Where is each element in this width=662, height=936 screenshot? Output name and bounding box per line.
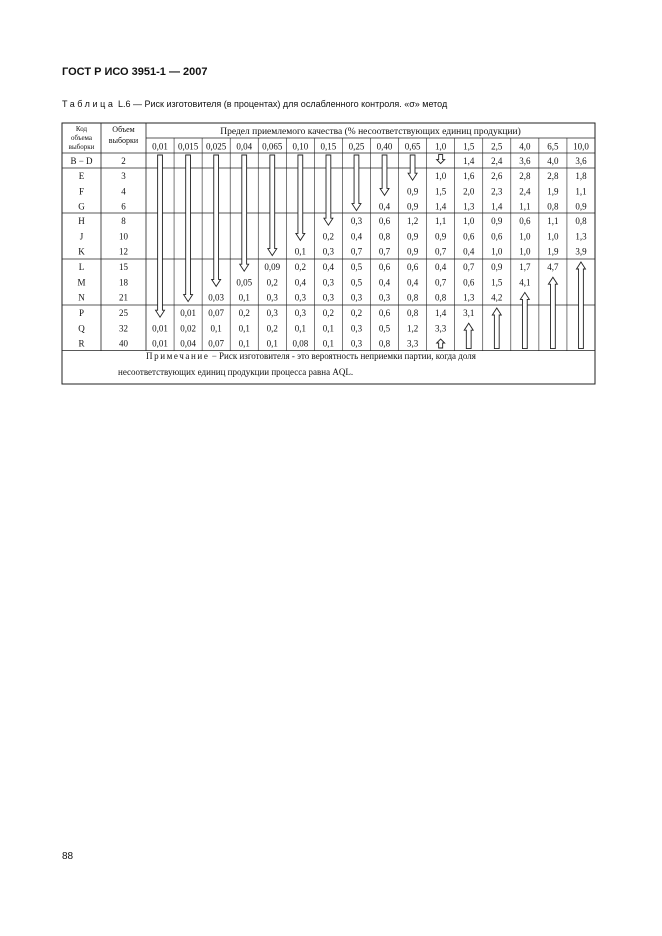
risk-value: 0,3 (378, 292, 391, 303)
small-down-arrow (437, 155, 445, 164)
risk-value: 0,3 (350, 292, 363, 303)
row-sample-size: 40 (119, 338, 128, 349)
risk-value: 0,4 (435, 262, 447, 273)
risk-value: 0,5 (378, 323, 391, 334)
aql-header-cell: 0,01 (152, 141, 168, 152)
risk-value: 1,5 (435, 186, 447, 197)
row-sample-size: 12 (119, 246, 128, 257)
risk-value: 0,02 (180, 323, 196, 334)
risk-value: 1,4 (435, 308, 447, 319)
risk-value: 1,0 (519, 231, 531, 242)
row-code: F (78, 186, 85, 197)
risk-value: 1,3 (463, 292, 475, 303)
risk-value: 1,5 (491, 277, 503, 288)
caption-label: Таблица (62, 99, 116, 109)
row-sample-size: 6 (121, 201, 126, 212)
risk-value: 0,9 (435, 231, 447, 242)
risk-value: 0,8 (378, 231, 391, 242)
risk-value: 1,2 (406, 323, 419, 334)
aql-header-cell: 0,40 (376, 141, 393, 152)
row-code: G (78, 201, 85, 212)
risk-value: 0,7 (463, 262, 475, 273)
risk-value: 1,1 (519, 201, 531, 212)
risk-value: 0,2 (266, 323, 278, 334)
row-sample-size: 3 (121, 171, 126, 182)
row-code: E (78, 171, 85, 182)
up-arrow (464, 323, 473, 348)
risk-value: 0,3 (266, 308, 278, 319)
risk-value: 0,4 (294, 277, 306, 288)
risk-value: 0,09 (264, 262, 281, 273)
risk-value: 4,7 (547, 262, 559, 273)
aql-header-cell: 0,065 (262, 141, 283, 152)
risk-value: 0,3 (322, 246, 335, 257)
risk-value: 3,9 (575, 246, 587, 257)
risk-value: 2,8 (519, 171, 531, 182)
header-code: выборки (68, 143, 95, 151)
risk-value: 0,6 (378, 308, 391, 319)
risk-value: 0,4 (350, 231, 363, 242)
risk-value: 1,1 (547, 216, 559, 227)
row-code: L (78, 262, 85, 273)
risk-value: 0,2 (238, 308, 250, 319)
page-number: 88 (62, 851, 74, 862)
note-line-2: несоответствующих единиц продукции процесса равна AQL. (118, 367, 354, 377)
note-text: − Риск изготовителя - это вероятность неприемки партии, когда доля (209, 351, 476, 361)
row-sample-size: 25 (119, 308, 128, 319)
risk-value: 0,1 (238, 338, 250, 349)
risk-value: 0,9 (406, 201, 419, 212)
risk-value: 0,2 (350, 308, 363, 319)
risk-value: 0,6 (491, 231, 503, 242)
risk-value: 0,4 (406, 277, 419, 288)
risk-value: 0,2 (294, 262, 306, 273)
risk-value: 1,9 (547, 246, 559, 257)
risk-value: 3,6 (575, 156, 587, 167)
risk-value: 0,8 (575, 216, 587, 227)
risk-value: 2,0 (463, 186, 475, 197)
row-code: Q (78, 323, 85, 334)
row-code: B − D (70, 156, 93, 167)
down-arrow (352, 155, 361, 211)
risk-value: 0,03 (208, 292, 225, 303)
risk-value: 3,3 (406, 338, 419, 349)
risk-value: 1,0 (463, 216, 475, 227)
risk-value: 0,1 (210, 323, 222, 334)
aql-header-cell: 0,10 (292, 141, 309, 152)
header-size: выборки (108, 136, 139, 145)
risk-value: 0,3 (294, 308, 306, 319)
row-code: M (77, 277, 86, 288)
risk-value: 0,7 (350, 246, 363, 257)
header-code: объема (70, 134, 93, 142)
risk-value: 2,4 (519, 186, 531, 197)
risk-value: 0,9 (575, 201, 587, 212)
risk-value: 0,6 (463, 231, 475, 242)
risk-value: 1,3 (463, 201, 475, 212)
up-arrow (520, 292, 529, 348)
risk-value: 1,4 (491, 201, 503, 212)
risk-value: 1,9 (547, 186, 559, 197)
risk-value: 0,7 (378, 246, 391, 257)
aql-header-cell: 0,25 (348, 141, 365, 152)
aql-header-cell: 0,65 (404, 141, 421, 152)
row-code: P (78, 308, 85, 319)
down-arrow (156, 155, 165, 317)
risk-value: 0,3 (350, 216, 363, 227)
row-sample-size: 4 (121, 186, 126, 197)
risk-value: 0,6 (519, 216, 531, 227)
aql-header-cell: 1,0 (435, 141, 447, 152)
risk-value: 1,6 (463, 171, 475, 182)
row-code: N (78, 292, 85, 303)
risk-value: 2,6 (491, 171, 503, 182)
note-line-1 (146, 351, 476, 361)
risk-value: 0,2 (322, 308, 335, 319)
header-aql-title: Предел приемлемого качества (% несоответствующих единиц продукции) (220, 127, 521, 137)
risk-value: 0,01 (152, 323, 168, 334)
risk-value: 0,08 (292, 338, 309, 349)
risk-value: 1,3 (575, 231, 587, 242)
aql-header-cell: 4,0 (519, 141, 531, 152)
row-sample-size: 21 (119, 292, 128, 303)
row-sample-size: 18 (119, 277, 128, 288)
risk-value: 0,01 (180, 308, 196, 319)
risk-value: 0,1 (322, 338, 335, 349)
down-arrow (380, 155, 389, 195)
risk-value: 0,3 (350, 338, 363, 349)
risk-value: 0,4 (322, 262, 335, 273)
risk-value: 0,9 (406, 186, 419, 197)
risk-value: 1,8 (575, 171, 587, 182)
risk-value: 1,0 (435, 171, 447, 182)
risk-value: 0,2 (266, 277, 278, 288)
risk-value: 0,1 (238, 323, 250, 334)
risk-value: 0,1 (294, 323, 306, 334)
risk-value: 2,4 (491, 156, 503, 167)
risk-value: 1,1 (575, 186, 587, 197)
risk-value: 0,6 (406, 262, 419, 273)
risk-value: 0,4 (378, 277, 391, 288)
risk-value: 0,1 (266, 338, 278, 349)
risk-value: 0,9 (491, 216, 503, 227)
down-arrow (212, 155, 221, 286)
risk-value: 0,1 (294, 246, 306, 257)
row-sample-size: 8 (121, 216, 126, 227)
aql-header-cell: 1,5 (463, 141, 475, 152)
risk-value: 1,0 (547, 231, 559, 242)
risk-value: 0,8 (547, 201, 559, 212)
document-code: ГОСТ Р ИСО 3951-1 — 2007 (62, 66, 208, 78)
risk-value: 0,5 (350, 277, 363, 288)
risk-value: 2,8 (547, 171, 559, 182)
risk-value: 0,6 (378, 262, 391, 273)
row-code: H (78, 216, 85, 227)
header-size: Объем (112, 125, 135, 134)
risk-value: 0,9 (491, 262, 503, 273)
risk-value: 0,8 (406, 308, 419, 319)
risk-value: 1,2 (406, 216, 419, 227)
risk-value: 0,8 (435, 292, 447, 303)
small-up-arrow (437, 339, 445, 348)
note-label: Примечание (146, 351, 210, 361)
row-code: K (78, 246, 85, 257)
up-arrow (548, 277, 557, 348)
risk-value: 0,3 (350, 323, 363, 334)
header-code: Код (75, 125, 88, 133)
row-code: J (79, 231, 84, 242)
risk-value: 0,3 (322, 292, 335, 303)
risk-value: 0,6 (378, 216, 391, 227)
risk-value: 1,4 (435, 201, 447, 212)
risk-value: 0,07 (208, 308, 225, 319)
risk-value: 0,3 (266, 292, 278, 303)
risk-value: 0,6 (463, 277, 475, 288)
risk-value: 3,6 (519, 156, 531, 167)
row-sample-size: 15 (119, 262, 128, 273)
row-sample-size: 10 (119, 231, 128, 242)
down-arrow (268, 155, 277, 256)
risk-value: 4,1 (519, 277, 531, 288)
risk-value: 0,3 (322, 277, 335, 288)
aql-header-cell: 0,04 (236, 141, 253, 152)
risk-value: 1,0 (491, 246, 503, 257)
row-sample-size: 2 (121, 156, 126, 167)
risk-value: 3,1 (463, 308, 475, 319)
risk-value: 4,2 (491, 292, 503, 303)
down-arrow (324, 155, 333, 225)
risk-value: 1,0 (519, 246, 531, 257)
risk-value: 0,8 (378, 338, 391, 349)
risk-value: 1,7 (519, 262, 531, 273)
row-sample-size: 32 (119, 323, 128, 334)
risk-value: 3,3 (435, 323, 447, 334)
aql-header-cell: 0,15 (320, 141, 337, 152)
risk-value: 0,07 (208, 338, 225, 349)
risk-value: 0,8 (406, 292, 419, 303)
up-arrow (492, 308, 501, 349)
risk-value: 0,9 (406, 231, 419, 242)
down-arrow (184, 155, 193, 302)
aql-header-cell: 6,5 (547, 141, 559, 152)
row-code: R (78, 338, 85, 349)
risk-value: 0,9 (406, 246, 419, 257)
risk-value: 0,04 (180, 338, 196, 349)
risk-value: 0,1 (238, 292, 250, 303)
risk-value: 0,2 (322, 231, 335, 242)
risk-value: 0,1 (322, 323, 335, 334)
risk-value: 0,01 (152, 338, 168, 349)
risk-value: 0,7 (435, 277, 447, 288)
risk-value: 0,05 (236, 277, 253, 288)
risk-value: 0,5 (350, 262, 363, 273)
aql-header-cell: 2,5 (491, 141, 503, 152)
risk-value: 2,3 (491, 186, 503, 197)
caption-text: L.6 — Риск изготовителя (в процентах) для ослабленного контроля. «σ» метод (115, 99, 448, 109)
aql-header-cell: 0,025 (206, 141, 227, 152)
aql-header-cell: 10,0 (573, 141, 589, 152)
risk-value: 0,3 (294, 292, 306, 303)
risk-value: 1,1 (435, 216, 447, 227)
risk-value: 0,7 (435, 246, 447, 257)
risk-value: 1,4 (463, 156, 475, 167)
risk-value: 0,4 (378, 201, 391, 212)
risk-value: 4,0 (547, 156, 559, 167)
aql-header-cell: 0,015 (177, 141, 199, 152)
risk-value: 0,4 (463, 246, 475, 257)
